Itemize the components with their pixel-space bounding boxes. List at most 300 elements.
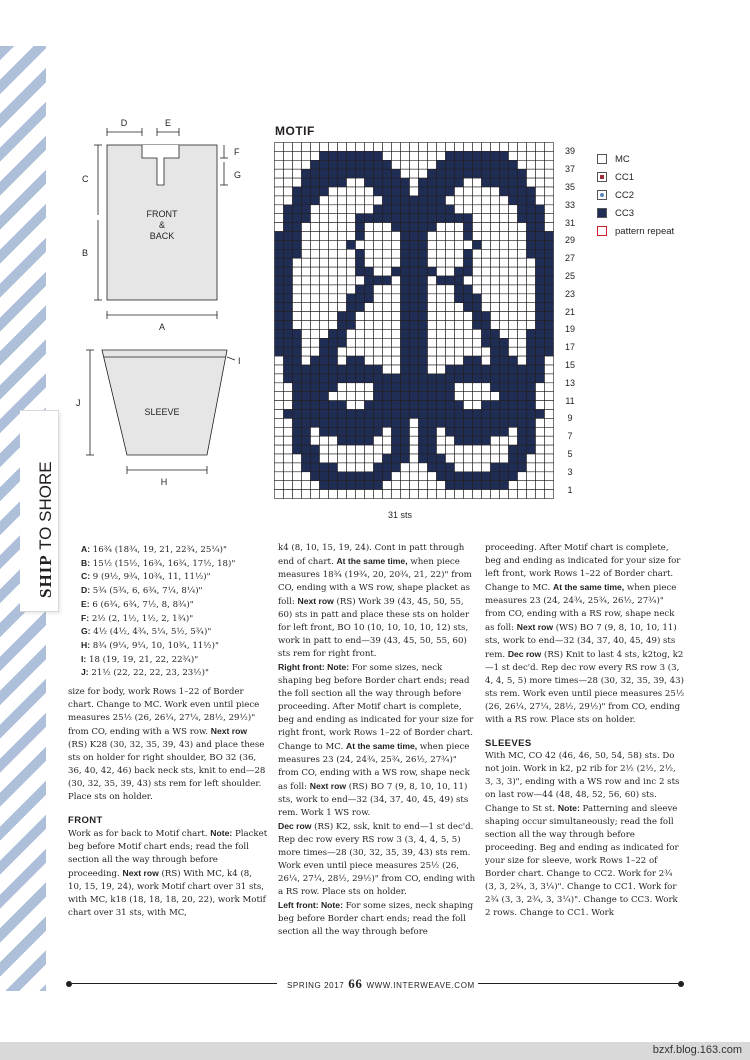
chart-cell [338, 445, 347, 454]
chart-cell [311, 472, 320, 481]
chart-cell [464, 472, 473, 481]
chart-cell [338, 294, 347, 303]
paragraph: k4 (8, 10, 15, 19, 24). Cont in patt through end of chart. At the same time, when piece measures 18¾ (19¾, 20, 20¾, 21, 22)" from CO, ending with a WS row, shape placket as foll: Next row (RS) Work 39 (43, 45, 50, 55, 60) sts in patt and place these sts on holder for left front, BO 10 (10, 10, 10, 10, 12) sts, work in patt to end—39 (43, 45, 50, 55, 60) sts rem for right front. [278, 543, 472, 659]
chart-cell [392, 427, 401, 436]
chart-cell [464, 267, 473, 276]
chart-cell [284, 356, 293, 365]
chart-cell [419, 410, 428, 419]
chart-cell [419, 392, 428, 401]
chart-cell [320, 374, 329, 383]
chart-cell [374, 196, 383, 205]
chart-cell [482, 143, 491, 152]
chart-cell [419, 321, 428, 330]
chart-cell [275, 178, 284, 187]
chart-cell [455, 303, 464, 312]
chart-cell [311, 356, 320, 365]
chart-cell [401, 267, 410, 276]
chart-cell [446, 410, 455, 419]
chart-cell [356, 356, 365, 365]
chart-cell [284, 303, 293, 312]
chart-cell [410, 267, 419, 276]
chart-cell [500, 401, 509, 410]
chart-cell [428, 338, 437, 347]
chart-cell [347, 151, 356, 160]
chart-cell [536, 258, 545, 267]
legend-item-mc: MC [597, 150, 674, 168]
chart-cell [329, 178, 338, 187]
chart-cell [410, 321, 419, 330]
paragraph: Right front: Note: For some sizes, neck shaping beg before Border chart ends; read the foll section all the way through before proceeding. After Motif chart is complete, beg and ending as indicated for your size for right front, work Rows 1–22 of Border chart. Change to MC. At the same time, when piece measures 23 (24, 24¾, 25¾, 26½, 27¾)" from CO, ending with a WS row, shape neck as foll: Next row (RS) BO 7 (9, 8, 10, 10, 11) sts, work to end—32 (34, 37, 40, 45, 49) sts rem. Work 1 WS row. [278, 662, 474, 818]
chart-cell [482, 392, 491, 401]
chart-cell [455, 383, 464, 392]
chart-cell [392, 356, 401, 365]
chart-cell [419, 436, 428, 445]
chart-cell [473, 214, 482, 223]
row-number: 3 [567, 466, 573, 477]
front-label-2: & [158, 220, 166, 230]
chart-cell [464, 294, 473, 303]
paragraph: With MC, CO 42 (46, 46, 50, 54, 58) sts. Do not join. Work in k2, p2 rib for 2½ (2½, 2½, 3, 3, 3)", ending with a WS row and inc 2 sts on last row—44 (48, 48, 52, 56, 60) sts. Change to St st. Note: Patterning and sleeve shaping occur simultaneously; read the foll section all the way through before proceeding. Beg and ending as indicated for your size for sleeve, work Rows 1–22 of Border chart. Change to CC2. Work for 2¾ (3, 3, 2¾, 3, 3¼)". Change to CC1. Work for 2¾ (3, 3, 2¾, 3, 3¼)". Change to CC3. Work 2 rows. Change to CC1. Work [485, 751, 680, 918]
chart-cell [509, 490, 518, 499]
chart-cell [518, 178, 527, 187]
chart-cell [482, 303, 491, 312]
chart-cell [374, 321, 383, 330]
chart-cell [275, 445, 284, 454]
chart-cell [392, 303, 401, 312]
chart-cell [536, 427, 545, 436]
chart-cell [383, 338, 392, 347]
chart-cell [437, 294, 446, 303]
chart-cell [320, 276, 329, 285]
chart-cell [473, 490, 482, 499]
chart-cell [275, 205, 284, 214]
chart-cell [419, 169, 428, 178]
chart-cell [320, 356, 329, 365]
chart-cell [455, 445, 464, 454]
row-number: 31 [564, 217, 575, 228]
chart-cell [329, 249, 338, 258]
chart-cell [545, 365, 554, 374]
chart-cell [437, 303, 446, 312]
chart-cell [374, 436, 383, 445]
chart-cell [491, 481, 500, 490]
chart-cell [509, 240, 518, 249]
chart-cell [509, 223, 518, 232]
chart-cell [491, 338, 500, 347]
chart-cell [365, 258, 374, 267]
chart-cell [464, 240, 473, 249]
chart-cell [311, 187, 320, 196]
chart-cell [410, 160, 419, 169]
chart-cell [527, 347, 536, 356]
chart-cell [527, 374, 536, 383]
chart-cell [500, 303, 509, 312]
chart-cell [527, 151, 536, 160]
chart-cell [320, 151, 329, 160]
chart-cell [437, 436, 446, 445]
chart-cell [527, 285, 536, 294]
chart-cell [320, 160, 329, 169]
chart-cell [536, 232, 545, 241]
chart-cell [455, 454, 464, 463]
chart-cell [383, 178, 392, 187]
legend-swatch-mc [597, 154, 607, 164]
chart-cell [356, 258, 365, 267]
chart-cell [284, 383, 293, 392]
chart-cell [428, 151, 437, 160]
chart-cell [500, 445, 509, 454]
chart-cell [293, 276, 302, 285]
chart-cell [455, 356, 464, 365]
chart-cell [347, 472, 356, 481]
chart-cell [473, 303, 482, 312]
chart-cell [284, 436, 293, 445]
chart-cell [383, 285, 392, 294]
chart-cell [491, 178, 500, 187]
chart-cell [275, 169, 284, 178]
chart-cell [374, 418, 383, 427]
chart-cell [518, 383, 527, 392]
chart-cell [410, 276, 419, 285]
chart-cell [311, 160, 320, 169]
chart-cell [491, 267, 500, 276]
chart-cell [473, 249, 482, 258]
chart-cell [284, 481, 293, 490]
chart-cell [446, 240, 455, 249]
chart-cell [437, 160, 446, 169]
chart-cell [356, 151, 365, 160]
chart-cell [437, 338, 446, 347]
chart-cell [383, 418, 392, 427]
chart-cell [455, 169, 464, 178]
chart-cell [392, 294, 401, 303]
chart-cell [518, 223, 527, 232]
chart-cell [329, 240, 338, 249]
chart-cell [518, 143, 527, 152]
chart-cell [536, 338, 545, 347]
chart-cell [473, 338, 482, 347]
chart-cell [437, 205, 446, 214]
chart-cell [365, 436, 374, 445]
chart-cell [284, 285, 293, 294]
chart-cell [401, 178, 410, 187]
chart-cell [410, 169, 419, 178]
chart-cell [365, 481, 374, 490]
chart-cell [473, 294, 482, 303]
chart-cell [392, 196, 401, 205]
chart-cell [410, 258, 419, 267]
chart-cell [419, 490, 428, 499]
chart-cell [536, 410, 545, 419]
chart-cell [320, 240, 329, 249]
chart-cell [500, 463, 509, 472]
chart-cell [491, 187, 500, 196]
chart-cell [284, 169, 293, 178]
chart-cell [320, 401, 329, 410]
chart-cell [545, 383, 554, 392]
chart-cell [500, 383, 509, 392]
chart-cell [473, 285, 482, 294]
chart-cell [311, 445, 320, 454]
row-number: 33 [564, 199, 575, 210]
chart-cell [437, 214, 446, 223]
chart-cell [527, 454, 536, 463]
chart-cell [464, 276, 473, 285]
chart-cell [302, 356, 311, 365]
chart-cell [302, 321, 311, 330]
chart-cell [275, 490, 284, 499]
row-number: 23 [564, 288, 575, 299]
chart-cell [419, 374, 428, 383]
chart-cell [509, 338, 518, 347]
chart-cell [356, 401, 365, 410]
chart-cell [527, 365, 536, 374]
text-column-3 [485, 542, 685, 920]
chart-cell [509, 169, 518, 178]
chart-cell [329, 490, 338, 499]
chart-cell [365, 143, 374, 152]
chart-cell [275, 356, 284, 365]
chart-cell [500, 249, 509, 258]
chart-cell [437, 410, 446, 419]
chart-cell [320, 178, 329, 187]
chart-cell [275, 427, 284, 436]
chart-cell [347, 401, 356, 410]
chart-cell [356, 454, 365, 463]
chart-cell [356, 427, 365, 436]
chart-cell [509, 329, 518, 338]
chart-cell [428, 187, 437, 196]
chart-cell [545, 329, 554, 338]
chart-cell [338, 303, 347, 312]
chart-cell [518, 454, 527, 463]
chart-cell [473, 463, 482, 472]
chart-cell [338, 463, 347, 472]
chart-cell [275, 294, 284, 303]
chart-cell [509, 258, 518, 267]
chart-cell [275, 276, 284, 285]
chart-cell [437, 347, 446, 356]
chart-cell [302, 490, 311, 499]
chart-cell [518, 481, 527, 490]
dim-label-h: H [160, 477, 168, 487]
chart-cell [509, 418, 518, 427]
chart-cell [455, 365, 464, 374]
chart-cell [347, 410, 356, 419]
chart-cell [401, 418, 410, 427]
chart-cell [455, 481, 464, 490]
chart-cell [374, 232, 383, 241]
chart-cell [545, 196, 554, 205]
chart-cell [338, 427, 347, 436]
chart-cell [509, 214, 518, 223]
chart-cell [482, 258, 491, 267]
chart-cell [338, 285, 347, 294]
chart-cell [446, 454, 455, 463]
chart-cell [329, 214, 338, 223]
chart-cell [311, 303, 320, 312]
chart-cell [311, 490, 320, 499]
chart-cell [365, 214, 374, 223]
chart-cell [464, 214, 473, 223]
chart-cell [455, 240, 464, 249]
dim-label-f: F [234, 147, 240, 157]
chart-cell [293, 472, 302, 481]
row-number: 7 [567, 431, 573, 442]
chart-cell [473, 240, 482, 249]
chart-cell [473, 418, 482, 427]
chart-cell [446, 205, 455, 214]
chart-cell [338, 472, 347, 481]
chart-cell [365, 338, 374, 347]
chart-cell [491, 232, 500, 241]
chart-cell [356, 249, 365, 258]
chart-cell [320, 196, 329, 205]
row-number: 17 [564, 342, 575, 353]
chart-cell [500, 427, 509, 436]
measurement-i: I: 18 (19, 19, 21, 22, 22¾)" [81, 653, 199, 665]
chart-cell [464, 418, 473, 427]
chart-cell [275, 143, 284, 152]
chart-cell [383, 187, 392, 196]
chart-cell [302, 187, 311, 196]
chart-cell [473, 276, 482, 285]
chart-cell [491, 294, 500, 303]
chart-cell [527, 410, 536, 419]
chart-cell [275, 160, 284, 169]
chart-cell [311, 410, 320, 419]
chart-cell [392, 178, 401, 187]
row-number: 15 [564, 360, 575, 370]
chart-cell [356, 436, 365, 445]
chart-cell [374, 240, 383, 249]
chart-cell [302, 472, 311, 481]
chart-cell [419, 276, 428, 285]
chart-cell [320, 383, 329, 392]
chart-cell [464, 490, 473, 499]
chart-cell [356, 214, 365, 223]
chart-cell [518, 169, 527, 178]
measurement-g: G: 4½ (4½, 4¾, 5¼, 5½, 5¾)" [81, 626, 212, 638]
chart-cell [329, 143, 338, 152]
chart-cell [509, 383, 518, 392]
paragraph: Left front: Note: For some sizes, neck shaping beg before Border chart ends; read the foll section all the way through before [278, 900, 474, 937]
chart-cell [536, 436, 545, 445]
chart-cell [545, 463, 554, 472]
chart-cell [293, 303, 302, 312]
chart-cell [446, 223, 455, 232]
chart-cell [419, 232, 428, 241]
chart-cell [518, 329, 527, 338]
measurement-j: J: 21½ (22, 22, 22, 23, 23½)" [81, 667, 209, 679]
legend-swatch-pattern-repeat [597, 226, 607, 236]
chart-cell [509, 267, 518, 276]
chart-cell [401, 436, 410, 445]
chart-cell [482, 187, 491, 196]
chart-cell [347, 392, 356, 401]
chart-cell [455, 196, 464, 205]
chart-cell [383, 365, 392, 374]
chart-cell [419, 401, 428, 410]
chart-cell [338, 205, 347, 214]
chart-cell [545, 490, 554, 499]
chart-cell [275, 481, 284, 490]
chart-cell [428, 347, 437, 356]
chart-cell [356, 294, 365, 303]
chart-cell [410, 410, 419, 419]
chart-cell [446, 463, 455, 472]
chart-cell [365, 205, 374, 214]
chart-cell [446, 232, 455, 241]
chart-cell [482, 365, 491, 374]
chart-cell [527, 178, 536, 187]
chart-cell [302, 169, 311, 178]
chart-cell [302, 267, 311, 276]
chart-cell [401, 312, 410, 321]
chart-cell [275, 321, 284, 330]
legend-item-cc3: CC3 [597, 204, 674, 222]
row-number: 27 [564, 253, 575, 264]
chart-cell [392, 267, 401, 276]
chart-cell [383, 427, 392, 436]
chart-cell [275, 392, 284, 401]
chart-cell [311, 329, 320, 338]
chart-cell [338, 178, 347, 187]
chart-cell [365, 187, 374, 196]
chart-cell [428, 303, 437, 312]
chart-cell [455, 276, 464, 285]
chart-cell [329, 267, 338, 276]
chart-cell [410, 338, 419, 347]
chart-cell [293, 383, 302, 392]
chart-cell [374, 303, 383, 312]
chart-cell [329, 196, 338, 205]
chart-cell [464, 151, 473, 160]
chart-cell [365, 232, 374, 241]
chart-cell [527, 463, 536, 472]
chart-cell [356, 267, 365, 276]
chart-cell [509, 321, 518, 330]
chart-cell [419, 196, 428, 205]
chart-cell [311, 285, 320, 294]
chart-cell [356, 374, 365, 383]
chart-cell [446, 303, 455, 312]
chart-cell [383, 240, 392, 249]
chart-cell [338, 232, 347, 241]
chart-cell [356, 143, 365, 152]
paragraph: Dec row (RS) K2, ssk, knit to end—1 st dec'd. Rep dec row every RS row 3 (3, 4, 4, 5, 5) more times—28 (30, 32, 35, 39, 43) sts rem. Work even until piece measures 25½ (26, 26¼, 27¼, 28½, 29½)" from CO, ending with a RS row. Place sts on holder. [278, 821, 476, 897]
chart-cell [275, 240, 284, 249]
chart-cell [347, 160, 356, 169]
chart-cell [509, 347, 518, 356]
chart-cell [338, 187, 347, 196]
chart-cell [500, 329, 509, 338]
chart-cell [446, 401, 455, 410]
chart-cell [455, 285, 464, 294]
chart-cell [347, 196, 356, 205]
chart-cell [518, 418, 527, 427]
dim-label-i: I [238, 356, 241, 366]
chart-cell [293, 329, 302, 338]
chart-cell [293, 347, 302, 356]
chart-cell [500, 232, 509, 241]
chart-cell [410, 285, 419, 294]
chart-cell [527, 356, 536, 365]
chart-cell [401, 276, 410, 285]
chart-cell [383, 347, 392, 356]
chart-cell [284, 267, 293, 276]
chart-cell [419, 454, 428, 463]
